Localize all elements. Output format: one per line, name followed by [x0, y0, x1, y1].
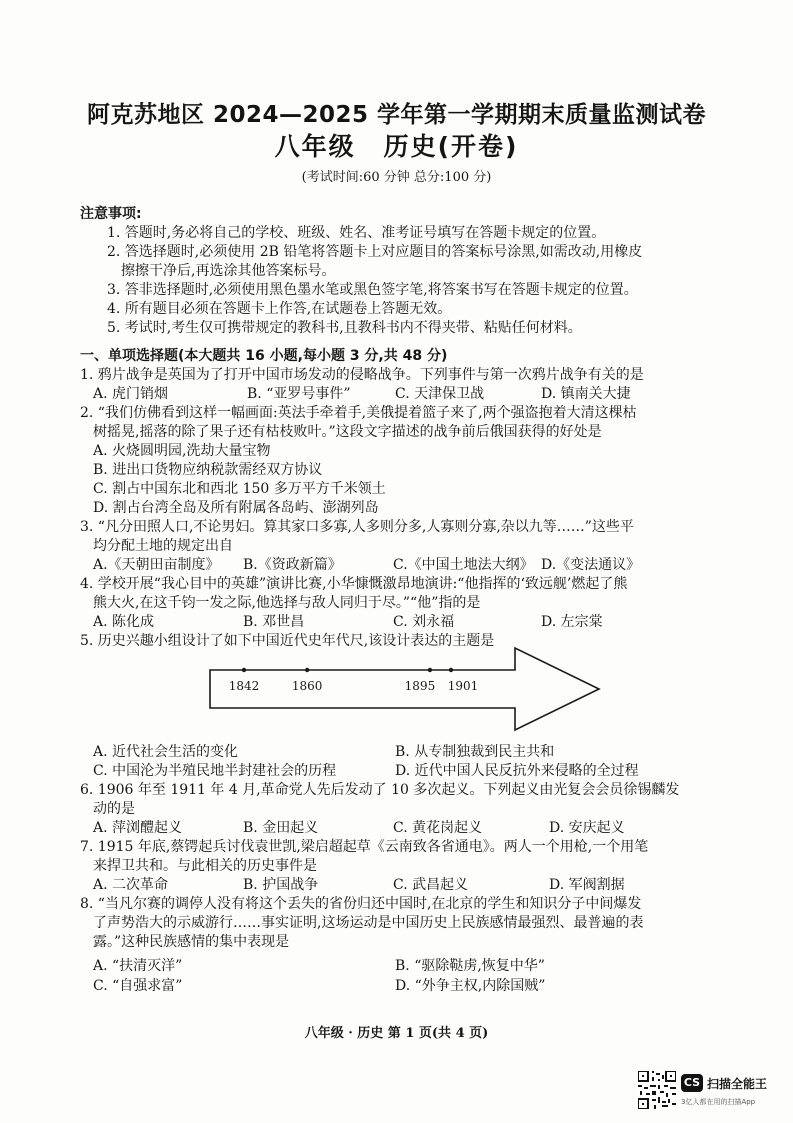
q3-option-d: D.《变法通议》 — [541, 557, 641, 573]
notice-item: 1. 答题时,务必将自己的学校、班级、姓名、准考证号填写在答题卡规定的位置。 — [107, 225, 606, 241]
notice-item: 5. 考试时,考生仅可携带规定的教科书,且教科书内不得夹带、粘贴任何材料。 — [107, 320, 582, 336]
q7-option-b: B. 护国战争 — [243, 877, 319, 893]
scanner-name: 扫描全能王 — [707, 1077, 768, 1091]
q7-option-a: A. 二次革命 — [93, 877, 169, 893]
timeline-year-label: 1842 — [228, 679, 260, 693]
question-6-stem: 动的是 — [93, 801, 135, 817]
question-6-stem: 6. 1906 年至 1911 年 4 月,革命党人先后发动了 10 多次起义。下列起义由光复会会员徐锡麟发 — [80, 782, 680, 798]
q6-option-c: C. 黄花岗起义 — [393, 820, 483, 836]
q2-option-b: B. 进出口货物应纳税款需经双方协议 — [93, 462, 323, 478]
question-1-stem: 1. 鸦片战争是英国为了打开中国市场发动的侵略战争。下列事件与第一次鸦片战争有关的是 — [80, 367, 644, 383]
q6-option-b: B. 金田起义 — [243, 820, 319, 836]
q4-option-b: B. 邓世昌 — [243, 614, 305, 630]
question-7-stem: 7. 1915 年底,蔡锷起兵讨伐袁世凯,梁启超起草《云南致各省通电》。两人一个用枪,一个用笔 — [80, 839, 649, 855]
q1-option-d: D. 镇南关大捷 — [541, 386, 631, 402]
question-8-stem: 露。”这种民族感情的集中表现是 — [93, 934, 290, 950]
q4-option-a: A. 陈化成 — [93, 614, 155, 630]
timeline-figure — [207, 643, 602, 735]
page-footer: 八年级 · 历史 第 1 页(共 4 页) — [304, 1026, 489, 1041]
question-2-stem: 2. “我们仿佛看到这样一幅画面:英法手牵着手,美俄提着篮子来了,两个强盗抱着大清这棵枯 — [80, 405, 637, 421]
timeline-year-label: 1860 — [291, 679, 323, 693]
exam-subtitle — [0, 127, 793, 163]
q5-option-b: B. 从专制独裁到民主共和 — [395, 744, 555, 760]
q1-option-b: B. “亚罗号事件” — [247, 386, 351, 402]
q4-option-c: C. 刘永福 — [393, 614, 455, 630]
q1-option-c: C. 天津保卫战 — [395, 386, 485, 402]
subject-label: 历史(开卷) — [383, 132, 519, 161]
question-2-stem: 树摇晃,摇落的除了果子还有枯枝败叶。”这段文字描述的战争前后俄国获得的好处是 — [93, 424, 602, 440]
question-5-stem: 5. 历史兴趣小组设计了如下中国近代史年代尺,该设计表达的主题是 — [80, 633, 495, 649]
q5-option-c: C. 中国沦为半殖民地半封建社会的历程 — [93, 763, 337, 779]
timeline-year-label: 1901 — [447, 679, 479, 693]
notice-item: 3. 答非选择题时,必须使用黑色墨水笔或黑色签字笔,将答案书写在答题卡规定的位置。 — [107, 282, 638, 298]
q7-option-d: D. 军阀割据 — [549, 877, 625, 893]
notice-heading: 注意事项: — [80, 206, 142, 222]
timeline-year-label: 1895 — [404, 679, 436, 693]
question-3-stem: 均分配土地的规定出自 — [93, 538, 233, 554]
question-4-stem: 4. 学校开展“我心目中的英雄”演讲比赛,小华慷慨激昂地演讲:“他指挥的‘致远舰’燃起了熊 — [80, 576, 628, 592]
q5-option-a: A. 近代社会生活的变化 — [93, 744, 239, 760]
q3-option-c: C.《中国土地法大纲》 — [393, 557, 534, 573]
grade-label: 八年级 — [274, 132, 356, 161]
q8-option-b: B. “驱除鞑虏,恢复中华” — [395, 958, 545, 974]
notice-item: 擦擦干净后,再选涂其他答案标号。 — [121, 263, 336, 279]
q7-option-c: C. 武昌起义 — [393, 877, 469, 893]
timeline-point — [449, 668, 453, 672]
section-heading: 一、单项选择题(本大题共 16 小题,每小题 3 分,共 48 分) — [80, 348, 448, 364]
q6-option-a: A. 萍浏醴起义 — [93, 820, 183, 836]
timeline-point — [242, 668, 246, 672]
q8-option-c: C. “自强求富” — [93, 978, 183, 994]
q5-option-d: D. 近代中国人民反抗外来侵略的全过程 — [395, 763, 639, 779]
q2-option-a: A. 火烧圆明园,洗劫大量宝物 — [93, 443, 271, 459]
notice-item: 4. 所有题目必须在答题卡上作答,在试题卷上答题无效。 — [107, 301, 452, 317]
question-3-stem: 3. “凡分田照人口,不论男妇。算其家口多寡,人多则分多,人寡则分寡,杂以九等……”这些平 — [80, 519, 634, 535]
q1-option-a: A. 虎门销烟 — [93, 386, 169, 402]
exam-title: 阿克苏地区 2024—2025 学年第一学期期末质量监测试卷 — [86, 102, 707, 128]
q3-option-b: B.《资政新篇》 — [243, 557, 342, 573]
exam-info: (考试时间:60 分钟 总分:100 分) — [301, 170, 492, 185]
scanner-tagline: 3亿人都在用的扫描App — [681, 1098, 756, 1106]
notice-item: 2. 答选择题时,必须使用 2B 铅笔将答题卡上对应题目的答案标号涂黑,如需改动,用橡皮 — [107, 244, 643, 260]
question-7-stem: 来捍卫共和。与此相关的历史事件是 — [93, 858, 317, 874]
timeline-point — [428, 668, 432, 672]
question-8-stem: 8. “当凡尔赛的调停人没有将这个丢失的省份归还中国时,在北京的学生和知识分子中间爆发 — [80, 896, 642, 912]
q2-option-d: D. 割占台湾全岛及所有附属各岛屿、澎湖列岛 — [93, 500, 379, 516]
timeline-point — [305, 668, 309, 672]
question-4-stem: 熊大火,在这千钧一发之际,他选择与敌人同归于尽。”“他”指的是 — [93, 595, 481, 611]
q6-option-d: D. 安庆起义 — [549, 820, 625, 836]
q8-option-a: A. “扶清灭洋” — [93, 958, 183, 974]
q3-option-a: A.《天朝田亩制度》 — [93, 557, 220, 573]
question-8-stem: 了声势浩大的示威游行……事实证明,这场运动是中国历史上民族感情最强烈、最普遍的表 — [93, 915, 644, 931]
q2-option-c: C. 割占中国东北和西北 150 多万平方千米领土 — [93, 481, 386, 497]
scanner-logo: CS — [681, 1074, 703, 1092]
q8-option-d: D. “外争主权,内除国贼” — [395, 978, 546, 994]
qr-code-icon — [638, 1071, 676, 1109]
q4-option-d: D. 左宗棠 — [541, 614, 603, 630]
